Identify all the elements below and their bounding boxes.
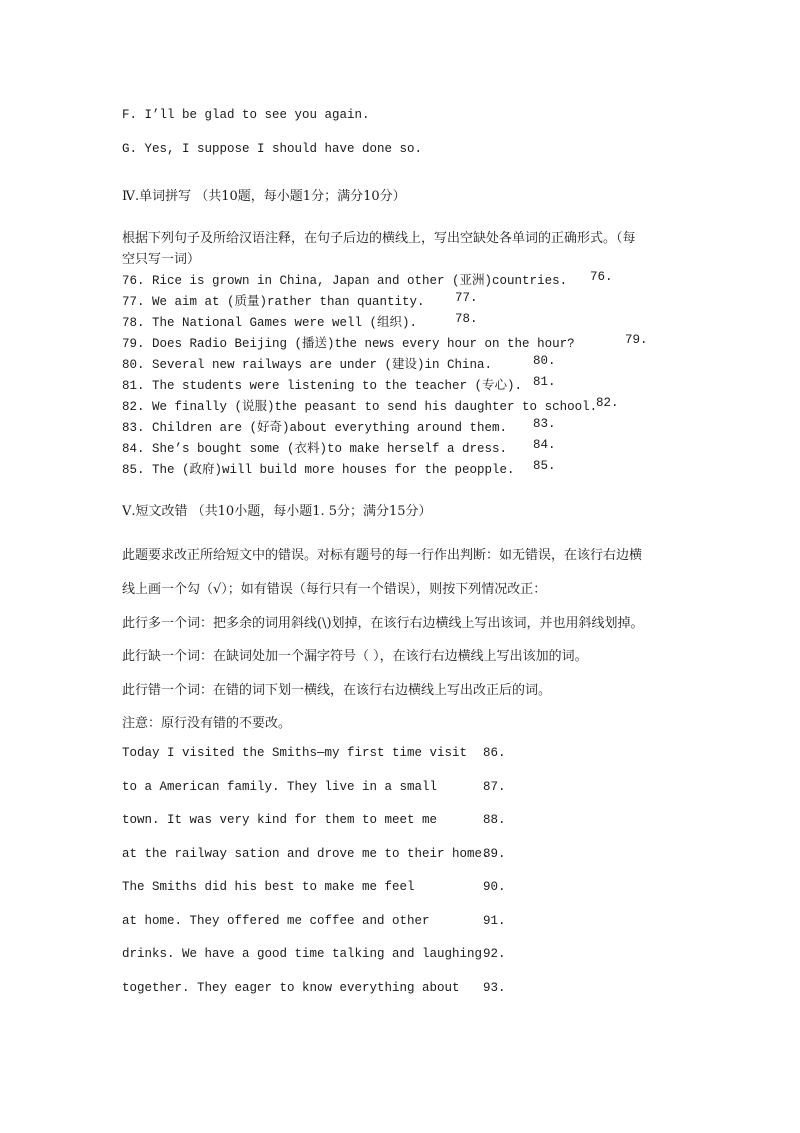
question-84: 84. She’s bought some (衣料)to make herself a dress. bbox=[122, 442, 508, 456]
section4-instruction-cont: 空只写一词） bbox=[122, 252, 201, 267]
answer-number-79: 79. bbox=[625, 333, 648, 347]
question-77: 77. We aim at (质量)rather than quantity. bbox=[122, 295, 425, 309]
answer-number-88: 88. bbox=[483, 813, 506, 827]
question-76: 76. Rice is grown in China, Japan and other (亚洲)countries. bbox=[122, 274, 568, 288]
option-f: F. I’ll be glad to see you again. bbox=[122, 108, 370, 122]
answer-number-77: 77. bbox=[455, 291, 478, 305]
answer-number-86: 86. bbox=[483, 746, 506, 760]
answer-number-80: 80. bbox=[533, 354, 556, 368]
section4-heading: Ⅳ.单词拼写 （共10题，每小题1分；满分10分） bbox=[122, 189, 406, 204]
question-81: 81. The students were listening to the teacher (专心). bbox=[122, 379, 523, 393]
question-85: 85. The (政府)will build more houses for the peopple. bbox=[122, 463, 515, 477]
answer-number-90: 90. bbox=[483, 880, 506, 894]
passage-line-90: The Smiths did his best to make me feel bbox=[122, 880, 415, 894]
question-82: 82. We finally (说服)the peasant to send his daughter to school. bbox=[122, 400, 598, 414]
answer-number-93: 93. bbox=[483, 981, 506, 995]
section5-instruction-3: 此行多一个词：把多余的词用斜线(\)划掉，在该行右边横线上写出该词，并也用斜线划掉。 bbox=[122, 616, 644, 631]
answer-number-84: 84. bbox=[533, 438, 556, 452]
passage-line-93: together. They eager to know everything about bbox=[122, 981, 460, 995]
passage-line-88: town. It was very kind for them to meet me bbox=[122, 813, 438, 827]
section4-instruction: 根据下列句子及所给汉语注释，在句子后边的横线上，写出空缺处各单词的正确形式。（每 bbox=[122, 231, 636, 246]
answer-number-91: 91. bbox=[483, 914, 506, 928]
passage-line-87: to a American family. They live in a small bbox=[122, 780, 438, 794]
passage-line-91: at home. They offered me coffee and other bbox=[122, 914, 430, 928]
passage-line-86: Today I visited the Smiths—my first time visit bbox=[122, 746, 468, 760]
section5-instruction-1: 此题要求改正所给短文中的错误。对标有题号的每一行作出判断：如无错误，在该行右边横 bbox=[122, 548, 643, 563]
question-79: 79. Does Radio Beijing (播送)the news every hour on the hour? bbox=[122, 337, 575, 351]
option-g: G. Yes, I suppose I should have done so. bbox=[122, 142, 423, 156]
section5-instruction-4: 此行缺一个词：在缺词处加一个漏字符号（ ），在该行右边横线上写出该加的词。 bbox=[122, 649, 588, 664]
answer-number-89: 89. bbox=[483, 847, 506, 861]
question-78: 78. The National Games were well (组织). bbox=[122, 316, 418, 330]
answer-number-78: 78. bbox=[455, 312, 478, 326]
question-80: 80. Several new railways are under (建设)in China. bbox=[122, 358, 493, 372]
section5-note: 注意：原行没有错的不要改。 bbox=[122, 716, 292, 731]
answer-number-92: 92. bbox=[483, 947, 506, 961]
question-83: 83. Children are (好奇)about everything around them. bbox=[122, 421, 508, 435]
passage-line-89: at the railway sation and drove me to their home. bbox=[122, 847, 490, 861]
passage-line-92: drinks. We have a good time talking and laughing bbox=[122, 947, 483, 961]
section5-instruction-2: 线上画一个勾（√）；如有错误（每行只有一个错误），则按下列情况改正： bbox=[122, 582, 547, 597]
answer-number-87: 87. bbox=[483, 780, 506, 794]
answer-number-82: 82. bbox=[596, 396, 619, 410]
answer-number-85: 85. bbox=[533, 459, 556, 473]
answer-number-76: 76. bbox=[590, 270, 613, 284]
section5-heading: Ⅴ.短文改错 （共10小题，每小题1. 5分；满分15分） bbox=[122, 504, 432, 519]
answer-number-81: 81. bbox=[533, 375, 556, 389]
answer-number-83: 83. bbox=[533, 417, 556, 431]
section5-instruction-5: 此行错一个词：在错的词下划一横线，在该行右边横线上写出改正后的词。 bbox=[122, 683, 552, 698]
